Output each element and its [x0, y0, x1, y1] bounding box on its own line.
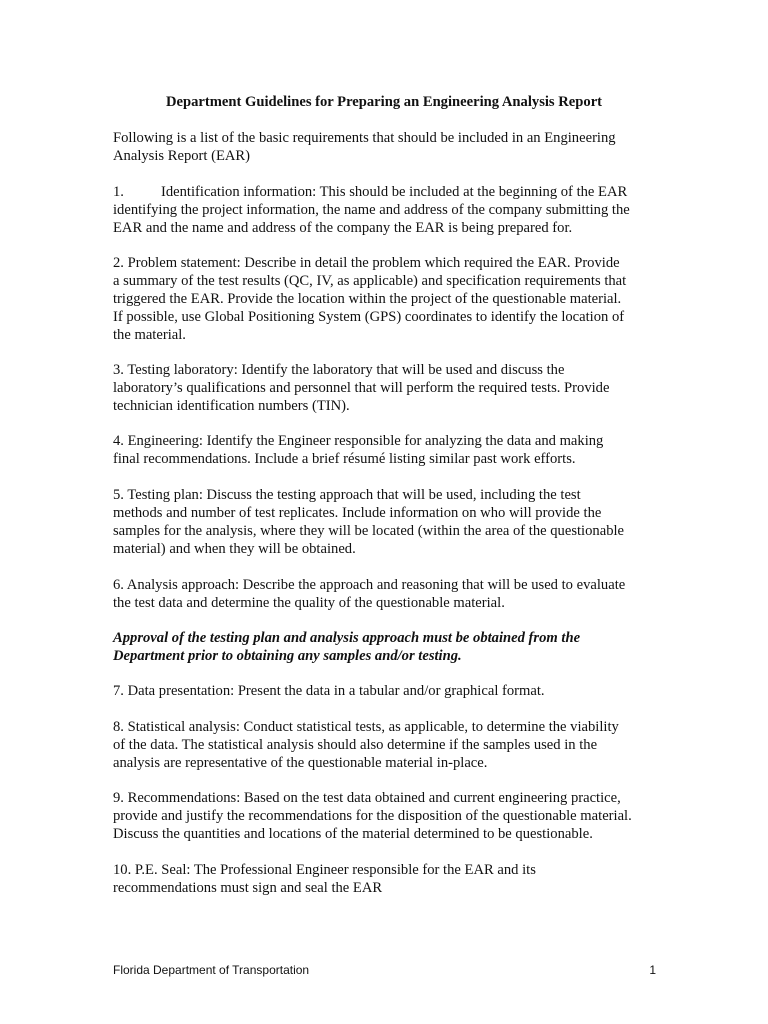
item-text: Identification information: This should be included at the beginning of the EAR: [161, 184, 628, 200]
requirement-line: EAR and the name and address of the company the EAR is being prepared for.: [113, 220, 573, 236]
requirement-item-1: [113, 183, 630, 237]
requirement-line: analysis are representative of the questionable material in-place.: [113, 755, 488, 771]
intro-line: Following is a list of the basic requirements that should be included in an Engineering: [113, 130, 616, 146]
notice-line: Approval of the testing plan and analysis approach must be obtained from the: [113, 630, 581, 646]
requirement-item-8: [113, 718, 619, 772]
intro-paragraph: [113, 129, 616, 165]
requirement-line: material) and when they will be obtained.: [113, 541, 356, 557]
requirement-item-2: [113, 254, 626, 344]
requirement-line: identifying the project information, the name and address of the company submitting the: [113, 202, 630, 218]
requirement-line: final recommendations. Include a brief résumé listing similar past work efforts.: [113, 451, 576, 467]
requirement-line: 3. Testing laboratory: Identify the laboratory that will be used and discuss the: [113, 362, 565, 378]
requirement-line: samples for the analysis, where they will be located (within the area of the questionable: [113, 523, 625, 539]
footer-page-number: 1: [649, 963, 656, 977]
requirement-line: 6. Analysis approach: Describe the approach and reasoning that will be used to evaluate: [113, 577, 626, 593]
page-footer: [113, 962, 656, 978]
requirement-item-10: [113, 861, 536, 897]
item-number: 1.: [113, 184, 124, 200]
requirement-line: 4. Engineering: Identify the Engineer responsible for analyzing the data and making: [113, 433, 604, 449]
requirement-line: methods and number of test replicates. Include information on who will provide the: [113, 505, 602, 521]
requirement-line: Discuss the quantities and locations of the material determined to be questionable.: [113, 826, 593, 842]
requirement-line: 8. Statistical analysis: Conduct statistical tests, as applicable, to determine the viability: [113, 719, 619, 735]
requirement-item-6: [113, 576, 625, 612]
approval-notice: [113, 629, 580, 665]
requirement-line: the test data and determine the quality of the questionable material.: [113, 595, 505, 611]
requirement-line: the material.: [113, 327, 186, 343]
requirement-item-7: [113, 682, 545, 700]
requirement-line: of the data. The statistical analysis should also determine if the samples used in the: [113, 737, 598, 753]
requirement-line: technician identification numbers (TIN).: [113, 398, 350, 414]
requirement-item-9: [113, 789, 632, 843]
requirement-line: provide and justify the recommendations for the disposition of the questionable material.: [113, 808, 632, 824]
intro-line: Analysis Report (EAR): [113, 148, 251, 164]
requirement-line: 2. Problem statement: Describe in detail the problem which required the EAR. Provide: [113, 255, 620, 271]
requirement-line: If possible, use Global Positioning System (GPS) coordinates to identify the location of: [113, 309, 625, 325]
requirement-line: 7. Data presentation: Present the data in a tabular and/or graphical format.: [113, 683, 545, 699]
requirement-line: triggered the EAR. Provide the location within the project of the questionable material.: [113, 291, 622, 307]
requirement-line: 10. P.E. Seal: The Professional Engineer responsible for the EAR and its: [113, 862, 536, 878]
requirement-item-4: [113, 432, 603, 468]
document-title: Department Guidelines for Preparing an Engineering Analysis Report: [165, 94, 603, 110]
requirement-item-3: [113, 361, 609, 415]
requirement-line: 5. Testing plan: Discuss the testing approach that will be used, including the test: [113, 487, 581, 503]
requirement-line: recommendations must sign and seal the EAR: [113, 880, 383, 896]
notice-line: Department prior to obtaining any samples and/or testing.: [113, 648, 462, 664]
requirement-item-5: [113, 486, 624, 558]
requirement-line: 9. Recommendations: Based on the test data obtained and current engineering practice,: [113, 790, 621, 806]
footer-organization: Florida Department of Transportation: [113, 963, 310, 977]
requirement-line: laboratory’s qualifications and personnel that will perform the required tests. Provide: [113, 380, 610, 396]
requirement-line: [113, 183, 630, 201]
requirement-line: a summary of the test results (QC, IV, as applicable) and specification requirements that: [113, 273, 627, 289]
